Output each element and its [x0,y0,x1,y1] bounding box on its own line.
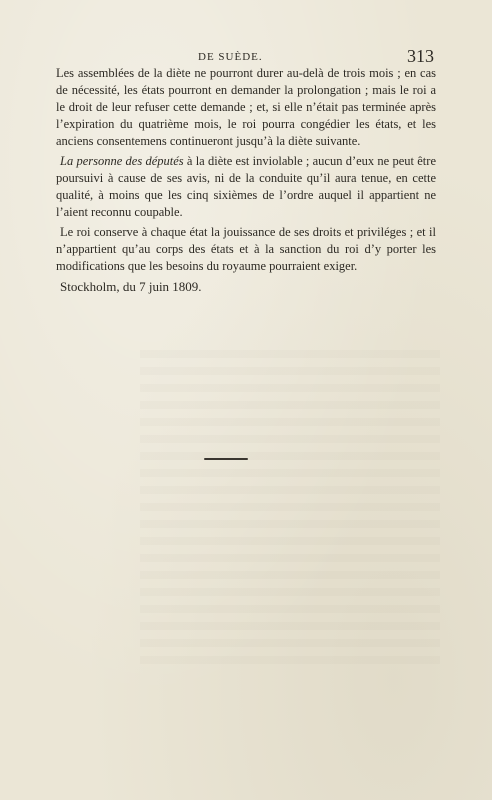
end-rule [204,458,248,460]
show-through-text [140,350,440,670]
paragraph-2 [56,153,436,221]
paragraph-1: Les assemblées de la diète ne pourront durer au-delà de trois mois ; en cas de nécessité, les états pourront en demander la prolongation ; mais le roi a le droit de leur refuser cette demande ; et, si elle n’était pas terminée après l’expiration du quatrième mois, le roi pourra congédier les états, et les anciens consentemens continueront jusqu’à la diète suivante. [56,66,436,148]
italic-lead: La personne des députés [60,154,184,168]
page-body [56,65,436,298]
running-head: DE SUÈDE. [198,51,263,63]
page-header [56,46,434,66]
signature: Stockholm, du 7 juin 1809. [60,279,202,294]
paragraph-2-text: à la diète est inviolable ; aucun d’eux ne peut être poursuivi à cause de ses avis, ni de la conduite qu’il aura tenue, en cette qualité, à moins que les cinq sixièmes de l’ordre auquel il appartient ne l’aient reconnu coupable. [56,154,436,219]
paragraph-3: Le roi conserve à chaque état la jouissance de ses droits et priviléges ; et il n’appartient qu’au corps des états et à la sanction du roi d’y porter les modifications que les besoins du royaume pourraient exiger. [56,225,436,273]
page-number: 313 [407,46,434,66]
